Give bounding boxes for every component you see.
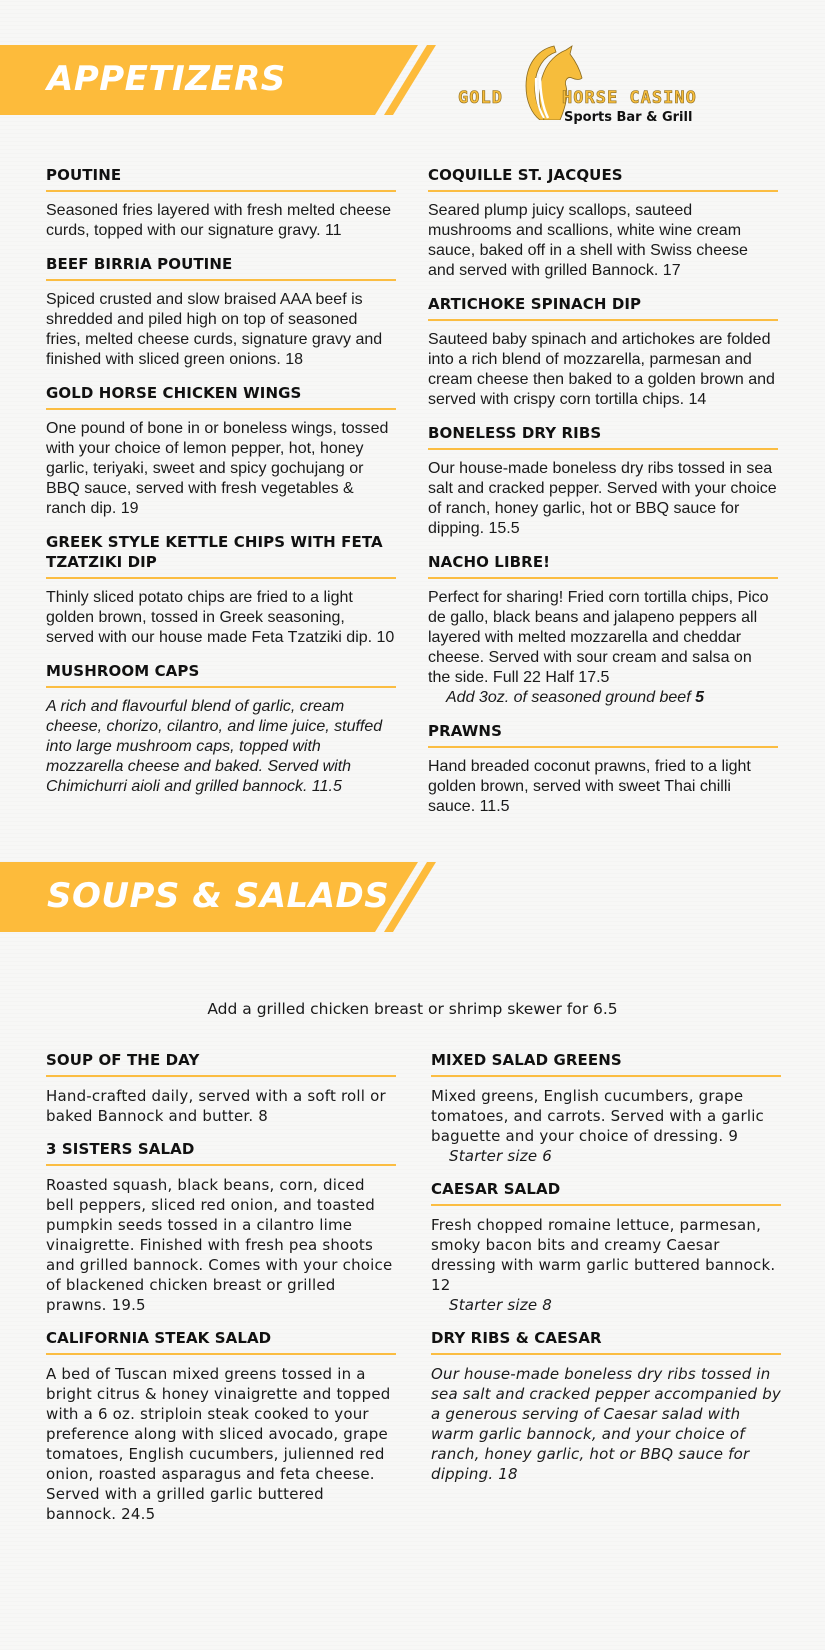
menu-item (46, 1050, 396, 1126)
starter-size-note: Starter size 8 (449, 1296, 553, 1314)
menu-item-description: A rich and flavourful blend of garlic, cream cheese, chorizo, cilantro, and lime juice, stuffed into large mushroom caps, topped with mozzarella cheese and baked. Served with Chimichurri aioli and grilled bannock. 11.5 (46, 698, 383, 795)
menu-item-name: BONELESS DRY RIBS (428, 423, 778, 450)
menu-item-description-text: Mixed greens, English cucumbers, grape tomatoes, and carrots. Served with a garlic baguette and your choice of dressing. 9 (431, 1087, 765, 1145)
menu-item-name: CAESAR SALAD (431, 1179, 781, 1206)
menu-item (428, 721, 778, 817)
menu-item-description (431, 1215, 781, 1315)
menu-item (46, 1328, 396, 1524)
menu-item-name: MUSHROOM CAPS (46, 661, 396, 688)
menu-item (428, 165, 778, 281)
menu-item (46, 383, 396, 519)
logo-subtitle: Sports Bar & Grill (564, 110, 693, 125)
menu-item-description-text: Fresh chopped romaine lettuce, parmesan, smoky bacon bits and creamy Caesar dressing with warm garlic buttered bannock. 12 (431, 1216, 776, 1294)
gold-horse-casino-logo (458, 44, 708, 130)
menu-item-description-text: Perfect for sharing! Fried corn tortilla chips, Pico de gallo, black beans and jalapeno peppers all layered with melted mozzarella and cheddar cheese. Served with sour cream and salsa on the side. Full 22 Half 17.5 (428, 589, 769, 686)
menu-item (428, 552, 778, 708)
menu-item-description: Hand-crafted daily, served with a soft roll or baked Bannock and butter. 8 (46, 1087, 386, 1125)
menu-item-name: DRY RIBS & CAESAR (431, 1328, 781, 1355)
menu-item-name: GOLD HORSE CHICKEN WINGS (46, 383, 396, 410)
menu-item-description: Seasoned fries layered with fresh melted cheese curds, topped with our signature gravy. 11 (46, 202, 392, 239)
menu-item (431, 1050, 781, 1166)
menu-item (46, 254, 396, 370)
menu-item-description (428, 588, 778, 708)
horse-head-icon (514, 44, 584, 120)
menu-item (428, 294, 778, 410)
menu-item-description: Seared plump juicy scallops, sauteed mushrooms and scallions, white wine cream sauce, baked off in a shell with Swiss cheese and served with grilled Bannock. 17 (428, 202, 748, 279)
addon-text: Add 3oz. of seasoned ground beef (446, 689, 696, 706)
menu-item-name: GREEK STYLE KETTLE CHIPS WITH FETA TZATZIKI DIP (46, 532, 396, 579)
menu-item-description: Our house-made boneless dry ribs tossed in sea salt and cracked pepper accompanied by a generous serving of Caesar salad with warm garlic bannock, and your choice of ranch, honey garlic, hot or BBQ sauce for dipping. 18 (431, 1365, 782, 1483)
menu-item-description: Spiced crusted and slow braised AAA beef is shredded and piled high on top of seasoned fries, melted cheese curds, signature gravy and finished with sliced green onions. 18 (46, 291, 383, 368)
menu-item-description: Thinly sliced potato chips are fried to a light golden brown, tossed in Greek seasoning, served with our house made Feta Tzatziki dip. 10 (46, 589, 395, 646)
menu-item-description: A bed of Tuscan mixed greens tossed in a bright citrus & honey vinaigrette and topped with a 6 oz. striploin steak cooked to your preference along with sliced avocado, grape tomatoes, English cucumbers, julienned red onion, roasted asparagus and feta cheese. Served with a grilled garlic buttered bannock. 24.5 (46, 1365, 391, 1523)
section-subtitle: Add a grilled chicken breast or shrimp skewer for 6.5 (207, 1000, 618, 1018)
menu-item-name: NACHO LIBRE! (428, 552, 778, 579)
menu-item (46, 661, 396, 797)
menu-item (46, 532, 396, 648)
menu-item-description: Our house-made boneless dry ribs tossed in sea salt and cracked pepper. Served with your choice of ranch, honey garlic, hot or BBQ sauce for dipping. 15.5 (428, 460, 777, 537)
section-title-appetizers: APPETIZERS (47, 59, 286, 99)
appetizers-left-column (46, 165, 396, 810)
menu-item (46, 1139, 396, 1315)
menu-item-name: ARTICHOKE SPINACH DIP (428, 294, 778, 321)
menu-item-description: Roasted squash, black beans, corn, diced bell peppers, sliced red onion, and toasted pumpkin seeds tossed in a cilantro lime vinaigrette. Finished with fresh pea shoots and grilled bannock. Comes with your choice of blackened chicken breast or grilled prawns. 19.5 (46, 1176, 393, 1314)
menu-item-name: SOUP OF THE DAY (46, 1050, 396, 1077)
menu-item-name: CALIFORNIA STEAK SALAD (46, 1328, 396, 1355)
menu-item-name: 3 SISTERS SALAD (46, 1139, 396, 1166)
menu-item-name: BEEF BIRRIA POUTINE (46, 254, 396, 281)
logo-word-gold: GOLD (458, 88, 503, 108)
section-title-soups-salads: SOUPS & SALADS (47, 876, 390, 916)
appetizers-banner (0, 45, 460, 115)
addon-price: 5 (695, 689, 704, 706)
appetizers-right-column (428, 165, 778, 830)
menu-item-description: One pound of bone in or boneless wings, tossed with your choice of lemon pepper, hot, honey garlic, teriyaki, sweet and spicy gochujang or BBQ sauce, served with fresh vegetables & ranch dip. 19 (46, 420, 389, 517)
soups-salads-banner (0, 862, 460, 932)
starter-size-note: Starter size 6 (449, 1147, 553, 1165)
menu-item-name: POUTINE (46, 165, 396, 192)
menu-item-description: Sauteed baby spinach and artichokes are folded into a rich blend of mozzarella, parmesan and cream cheese then baked to a golden brown and served with crispy corn tortilla chips. 14 (428, 331, 775, 408)
menu-item (431, 1179, 781, 1315)
menu-item (46, 165, 396, 241)
logo-word-horse-casino: HORSE CASINO (562, 88, 697, 108)
menu-item-description (431, 1086, 781, 1166)
soups-left-column (46, 1050, 396, 1537)
menu-item (431, 1328, 781, 1484)
menu-item-name: PRAWNS (428, 721, 778, 748)
menu-item (428, 423, 778, 539)
soups-right-column (431, 1050, 781, 1497)
menu-item-description: Hand breaded coconut prawns, fried to a light golden brown, served with sweet Thai chilli sauce. 11.5 (428, 758, 751, 815)
menu-item-name: MIXED SALAD GREENS (431, 1050, 781, 1077)
menu-item-addon (428, 688, 778, 708)
menu-item-name: COQUILLE ST. JACQUES (428, 165, 778, 192)
